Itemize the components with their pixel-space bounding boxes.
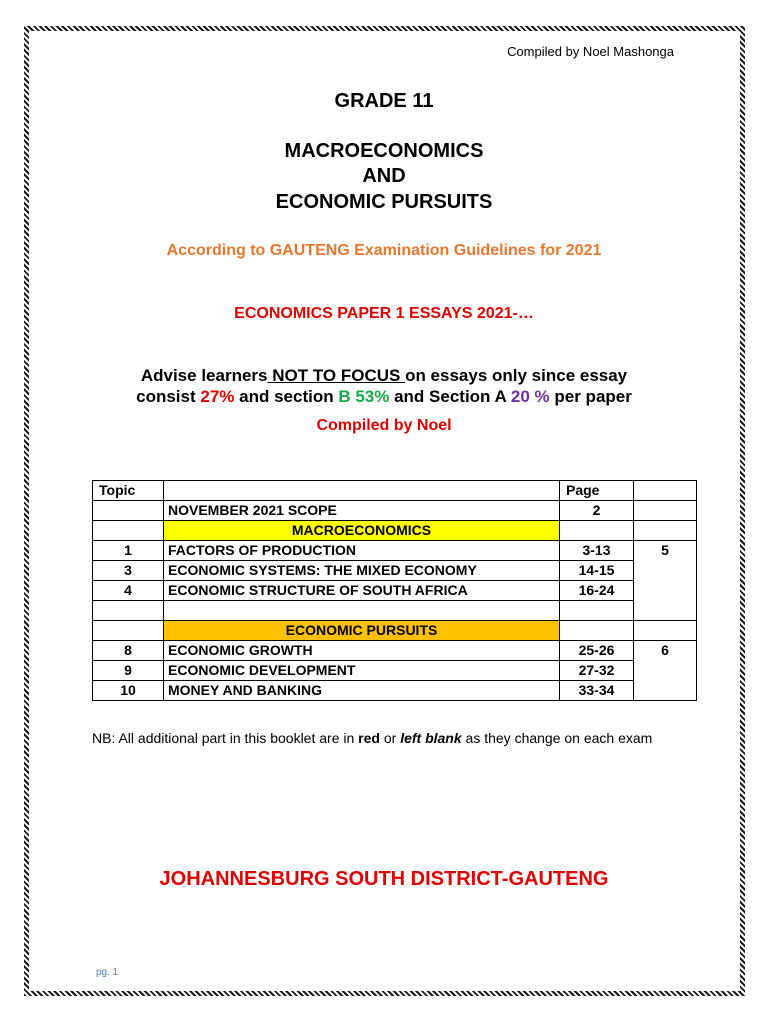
header-count [634,481,697,501]
table-header-row [93,481,697,501]
table-row [93,661,697,681]
table-row [93,561,697,581]
topics-table [92,480,697,701]
table-row [93,601,697,621]
cell-topic [93,521,164,541]
cell-topic: 4 [93,581,164,601]
nb-note [92,729,692,747]
title-line-1: MACROECONOMICS [284,140,484,162]
nb-text: NB: All additional part in this booklet are in [92,730,359,746]
header-credit: Compiled by Noel Mashonga [507,44,674,59]
macro-count: 5 [634,541,697,621]
cell-page: 14-15 [560,561,634,581]
guidelines-note: According to GAUTENG Examination Guidelines for 2021 [166,242,602,259]
scope-label: NOVEMBER 2021 SCOPE [164,501,560,521]
cell-page: 25-26 [560,641,634,661]
table-row [93,641,697,661]
page-number: pg. 1 [96,967,119,978]
header-title [164,481,560,501]
compiled-by: Compiled by Noel [316,417,452,434]
header-topic: Topic [93,481,164,501]
title-line-3: ECONOMIC PURSUITS [275,191,493,213]
cell-topic [93,601,164,621]
cell-title: ECONOMIC GROWTH [164,641,560,661]
grade-title: GRADE 11 [334,90,434,112]
advice-text: and Section A [389,387,511,406]
advice-text: per paper [549,387,632,406]
cell-page [560,521,634,541]
table-row [93,621,697,641]
cell-topic: 9 [93,661,164,681]
cell-page: 16-24 [560,581,634,601]
cell-title: FACTORS OF PRODUCTION [164,541,560,561]
advice-text: consist [136,387,201,406]
cell-count [634,621,697,641]
cell-page [560,621,634,641]
cell-topic: 8 [93,641,164,661]
advice-paragraph [0,365,768,407]
pursuits-count: 6 [634,641,697,701]
title-line-2: AND [362,165,406,187]
cell-topic [93,621,164,641]
nb-red-word: red [358,730,380,746]
district-name: JOHANNESBURG SOUTH DISTRICT-GAUTENG [159,868,609,890]
advice-text: on essays only since essay [405,366,628,385]
table-row [93,501,697,521]
cell-title: ECONOMIC STRUCTURE OF SOUTH AFRICA [164,581,560,601]
essay-percentage: 27% [200,387,235,406]
section-b-percentage: B 53% [338,387,390,406]
table-row [93,581,697,601]
cell-page: 27-32 [560,661,634,681]
nb-text: as they change on each exam [461,730,653,746]
cell-page: 33-34 [560,681,634,701]
advice-emphasis: NOT TO FOCUS [267,366,406,385]
cell-title: ECONOMIC SYSTEMS: THE MIXED ECONOMY [164,561,560,581]
cell-topic: 10 [93,681,164,701]
advice-text: and section [234,387,339,406]
cell-count [634,501,697,521]
cell-title: MONEY AND BANKING [164,681,560,701]
cell-count [634,521,697,541]
table-row [93,521,697,541]
nb-blank-phrase: left blank [400,730,462,746]
advice-line-2 [0,386,768,407]
cell-page [560,601,634,621]
cell-title [164,601,560,621]
section-a-percentage: 20 % [510,387,550,406]
section-economic-pursuits: ECONOMIC PURSUITS [164,621,560,641]
paper-heading: ECONOMICS PAPER 1 ESSAYS 2021-… [234,305,534,322]
cell-topic: 3 [93,561,164,581]
cell-topic: 1 [93,541,164,561]
nb-text: or [379,730,401,746]
table-row [93,681,697,701]
cell-topic [93,501,164,521]
header-page: Page [560,481,634,501]
table-row [93,541,697,561]
advice-line-1 [0,365,768,386]
section-macroeconomics: MACROECONOMICS [164,521,560,541]
cell-page: 3-13 [560,541,634,561]
advice-text: Advise learners [140,366,268,385]
scope-page: 2 [560,501,634,521]
cell-title: ECONOMIC DEVELOPMENT [164,661,560,681]
